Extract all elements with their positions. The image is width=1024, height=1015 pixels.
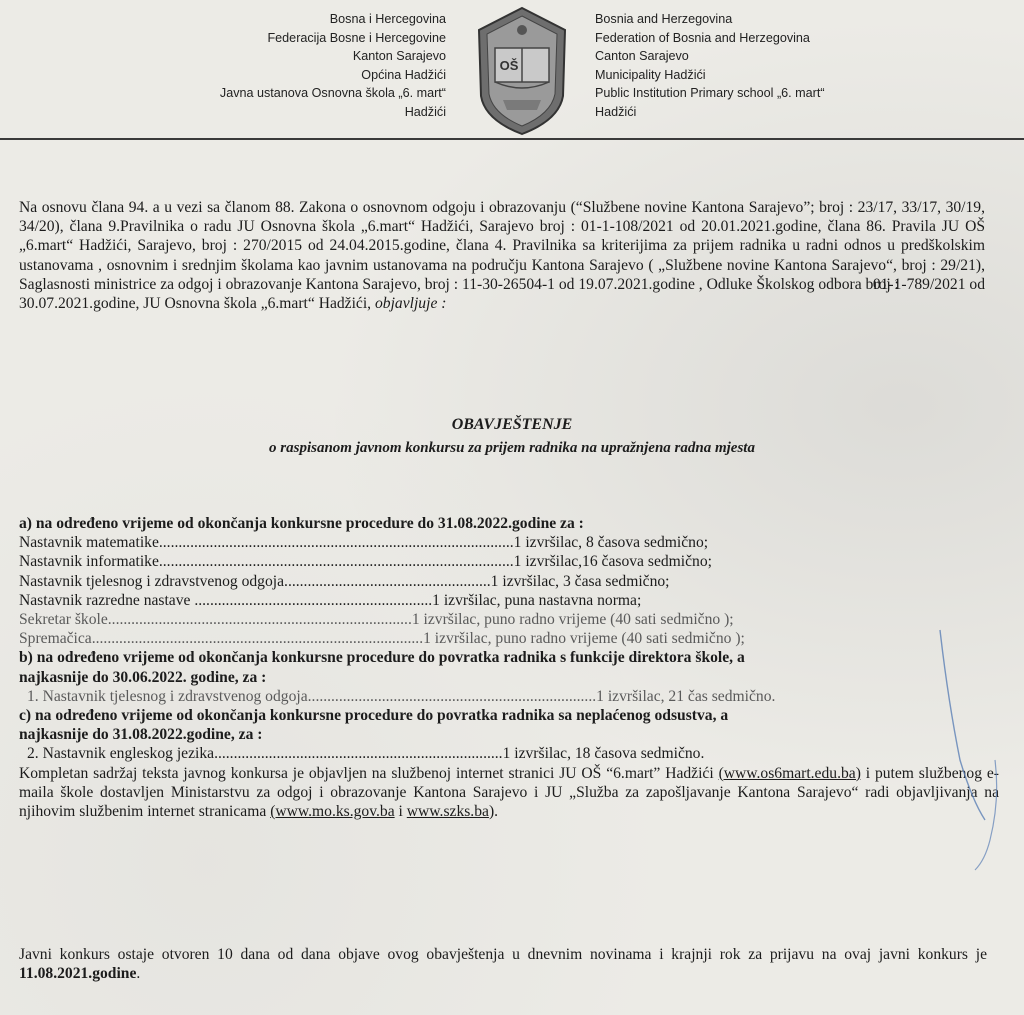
letterhead-line: Public Institution Primary school „6. mart“ xyxy=(595,86,825,101)
position-detail: 1 izvršilac, 18 časova sedmično. xyxy=(502,745,705,763)
letterhead-line: Municipality Hadžići xyxy=(595,67,706,82)
position-title: Sekretar škole xyxy=(19,611,108,629)
position-detail: 1 izvršilac, 3 časa sedmično; xyxy=(490,572,670,590)
position-detail: 1 izvršilac, 8 časova sedmično; xyxy=(513,534,709,552)
closing-text: Javni konkurs ostaje otvoren 10 dana od dana objave ovog obavještenja u dnevnim novinama i krajnji rok za prijavu na ovaj javni konkurs je xyxy=(19,946,987,963)
letterhead-line: Hadžići xyxy=(404,104,446,119)
notice-text: i putem službenog e-maila škole dostavljen Ministarstvu za odgoj i obrazovanje Kantona Sarajevo i JU „Služba za zapošljavanje Kantona Sarajevo“ radi objavljivanja na njihovim službenim internet stranicama xyxy=(19,764,1000,821)
publishes-verb: objavljuje : xyxy=(375,295,447,313)
leader-dots: ........................................................................................... xyxy=(158,553,514,571)
leader-dots: .............................................................................. xyxy=(107,611,412,629)
closing-end: . xyxy=(136,965,141,983)
leader-dots: ............................................................. xyxy=(190,591,433,609)
leader-dots: ........................................................................................... xyxy=(158,534,514,552)
section-b-heading-cont: najkasnije do 30.06.2022. godine, za : xyxy=(19,668,267,686)
position-title: 2. Nastavnik engleskog jezika xyxy=(27,745,215,763)
position-title: Nastavnik informatike xyxy=(19,553,159,571)
crest-lettering: OŠ xyxy=(499,58,519,73)
position-title: Nastavnik razredne nastave xyxy=(19,591,191,609)
position-title: Nastavnik tjelesnog i zdravstvenog odgoja xyxy=(19,572,285,590)
section-b-heading: b) na određeno vrijeme od okončanja konkursne procedure do povratka radnika s funkcije direktora škole, a xyxy=(19,649,745,667)
section-c-heading: c) na određeno vrijeme od okončanja konkursne procedure do povratka radnika sa neplaćenog odsustva, a xyxy=(19,707,729,725)
leader-dots: .......................................................................... xyxy=(307,687,597,705)
ministry-website-link[interactable]: (www.mo.ks.gov.ba xyxy=(270,803,395,821)
letterhead-line: Federation of Bosnia and Herzegovina xyxy=(595,30,810,45)
letterhead-line: Bosnia and Herzegovina xyxy=(595,12,733,26)
notice-title: OBAVJEŠTENJE xyxy=(451,416,573,433)
position-detail: 1 izvršilac, 21 čas sedmično. xyxy=(596,687,776,705)
notice-subtitle: o raspisanom javnom konkursu za prijem radnika na upražnjena radna mjesta xyxy=(269,440,755,456)
letterhead-line: Bosna i Hercegovina xyxy=(329,12,446,26)
application-deadline: 11.08.2021.godine xyxy=(19,965,137,983)
decision-reference-number: 01-1-789/2021 od xyxy=(872,275,985,293)
notice-text-end: ). xyxy=(488,803,499,821)
position-detail: 1 izvršilac, puna nastavna norma; xyxy=(432,591,642,609)
position-title: Nastavnik matematike xyxy=(19,534,159,552)
publisher-text: 30.07.2021.godine, JU Osnovna škola „6.mart“ Hadžići, xyxy=(19,295,372,313)
position-detail: 1 izvršilac, puno radno vrijeme (40 sati sedmično ); xyxy=(423,630,745,648)
employment-service-link[interactable]: www.szks.ba xyxy=(406,803,489,821)
leader-dots: .......................................................................... xyxy=(214,745,503,763)
letterhead-line: Hadžići xyxy=(595,104,637,119)
legal-basis-text: Na osnovu člana 94. a u vezi sa članom 88. Zakona o osnovnom odgoju i obrazovanju (“Službene novine Kantona Sarajevo”; broj : 23/17, 33/17, 30/19, 34/20), člana 9.Pravilnika o radu JU Osnovna škola „6.mart“ Hadžići, Sarajevo broj : 01-1-108/2021 od 20.01.2021.godine, člana 86. Pravila JU OŠ „6.mart“ Hadžići, Sarajevo, broj : 270/2015 od 24.04.2015.godine, člana 4. Pravilnika sa kriterijima za prijem radnika u radni odnos u predškolskim ustanovama , osnovnim i srednjim školama kao javnim ustanovama na području Kantona Sarajevo ( „Službene novine Kantona Sarajevo“, broj : 29/21), Saglasnosti ministrice za odgoj i obrazovanje Kantona Sarajevo, broj : 11-30-26504-1 od 19.07.2021.godine , Odluke Školskog odbora broj : xyxy=(19,199,985,293)
letterhead-line: Javna ustanova Osnovna škola „6. mart“ xyxy=(219,86,446,101)
letterhead-line: Federacija Bosne i Hercegovine xyxy=(267,30,446,45)
position-detail: 1 izvršilac,16 časova sedmično; xyxy=(513,553,712,571)
section-c-heading-cont: najkasnije do 31.08.2022.godine, za : xyxy=(19,726,263,744)
letterhead-line: Kanton Sarajevo xyxy=(352,49,446,64)
notice-text: Kompletan sadržaj teksta javnog konkursa je objavljen na službenoj internet stranici JU OŠ “6.mart” Hadžići xyxy=(19,764,714,782)
letterhead-line: Općina Hadžići xyxy=(361,67,446,82)
position-title: Spremačica xyxy=(19,630,92,648)
school-website-link[interactable]: (www.os6mart.edu.ba) xyxy=(718,764,861,782)
notice-conjunction: i xyxy=(394,803,407,821)
leader-dots: ..................................................... xyxy=(284,572,491,590)
position-title: 1. Nastavnik tjelesnog i zdravstvenog odgoja xyxy=(27,687,308,705)
position-detail: 1 izvršilac, puno radno vrijeme (40 sati sedmično ); xyxy=(411,611,734,629)
letterhead-line: Canton Sarajevo xyxy=(595,49,689,64)
section-a-heading: a) na određeno vrijeme od okončanja konkursne procedure do 31.08.2022.godine za : xyxy=(19,515,584,532)
leader-dots: ..................................................................................... xyxy=(91,630,424,648)
